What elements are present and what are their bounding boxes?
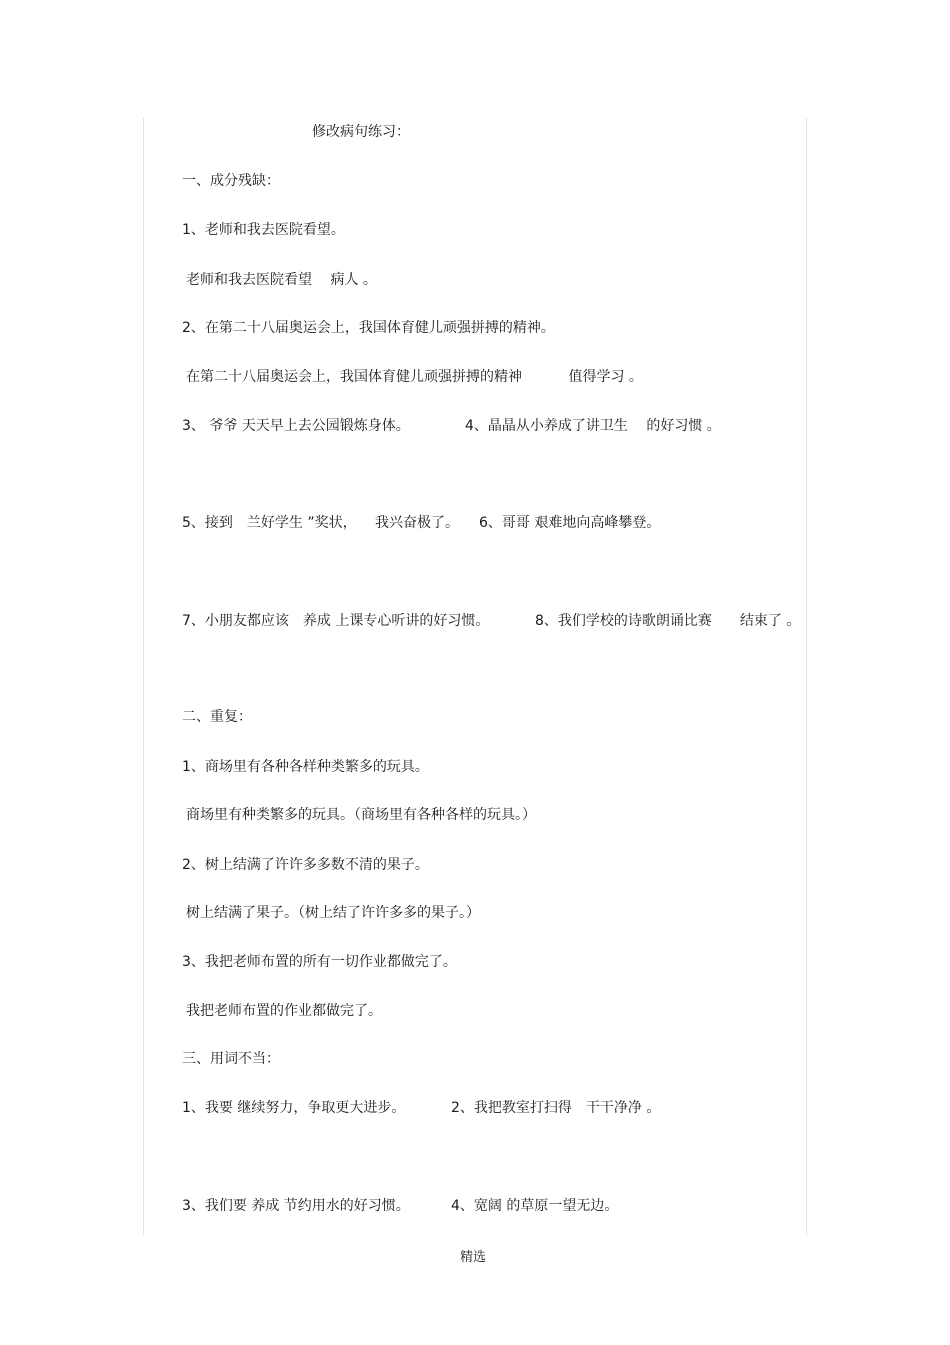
- page-footer-label: 精选: [460, 1250, 487, 1265]
- s1-answer-2: 在第二十八届奥运会上，我国体育健儿顽强拼搏的精神 值得学习 。: [186, 369, 643, 385]
- section-heading-incomplete: 一、成分残缺：: [182, 173, 280, 189]
- section-heading-repetition: 二、重复：: [182, 709, 252, 725]
- s1-question-5: 5、接到 兰好学生 ”奖状， 我兴奋极了。: [182, 515, 460, 531]
- s3-question-3: 3、我们要 养成 节约用水的好习惯。: [182, 1198, 410, 1214]
- s1-question-4: 4、晶晶从小养成了讲卫生 的好习惯 。: [465, 418, 721, 434]
- s3-question-4: 4、宽阔 的草原一望无边。: [451, 1198, 619, 1214]
- s1-question-8: 8、我们学校的诗歌朗诵比赛 结束了 。: [535, 613, 801, 629]
- s1-question-6: 6、哥哥 艰难地向高峰攀登。: [479, 515, 661, 531]
- s2-question-1: 1、商场里有各种各样种类繁多的玩具。: [182, 759, 429, 775]
- s1-question-7: 7、小朋友都应该 养成 上课专心听讲的好习惯。: [182, 613, 490, 629]
- s3-question-1: 1、我要 继续努力，争取更大进步。: [182, 1100, 406, 1116]
- left-margin-line: [143, 118, 144, 1235]
- right-margin-line: [806, 118, 807, 1235]
- s1-question-1: 1、老师和我去医院看望。: [182, 222, 345, 238]
- section-heading-wrong-words: 三、用词不当：: [182, 1051, 280, 1067]
- s1-question-3: 3、 爷爷 天天早上去公园锻炼身体。: [182, 418, 410, 434]
- s2-answer-3: 我把老师布置的作业都做完了。: [186, 1003, 382, 1019]
- s1-question-2: 2、在第二十八届奥运会上，我国体育健儿顽强拼搏的精神。: [182, 320, 555, 336]
- s2-answer-1: 商场里有种类繁多的玩具。（商场里有各种各样的玩具。）: [186, 807, 536, 823]
- s3-question-2: 2、我把教室打扫得 干干净净 。: [451, 1100, 661, 1116]
- s2-question-2: 2、树上结满了许许多多数不清的果子。: [182, 857, 429, 873]
- s2-question-3: 3、我把老师布置的所有一切作业都做完了。: [182, 954, 457, 970]
- s2-answer-2: 树上结满了果子。（树上结了许许多多的果子。）: [186, 905, 480, 921]
- s1-answer-1: 老师和我去医院看望 病人 。: [186, 272, 377, 288]
- page-title: 修改病句练习：: [312, 124, 410, 140]
